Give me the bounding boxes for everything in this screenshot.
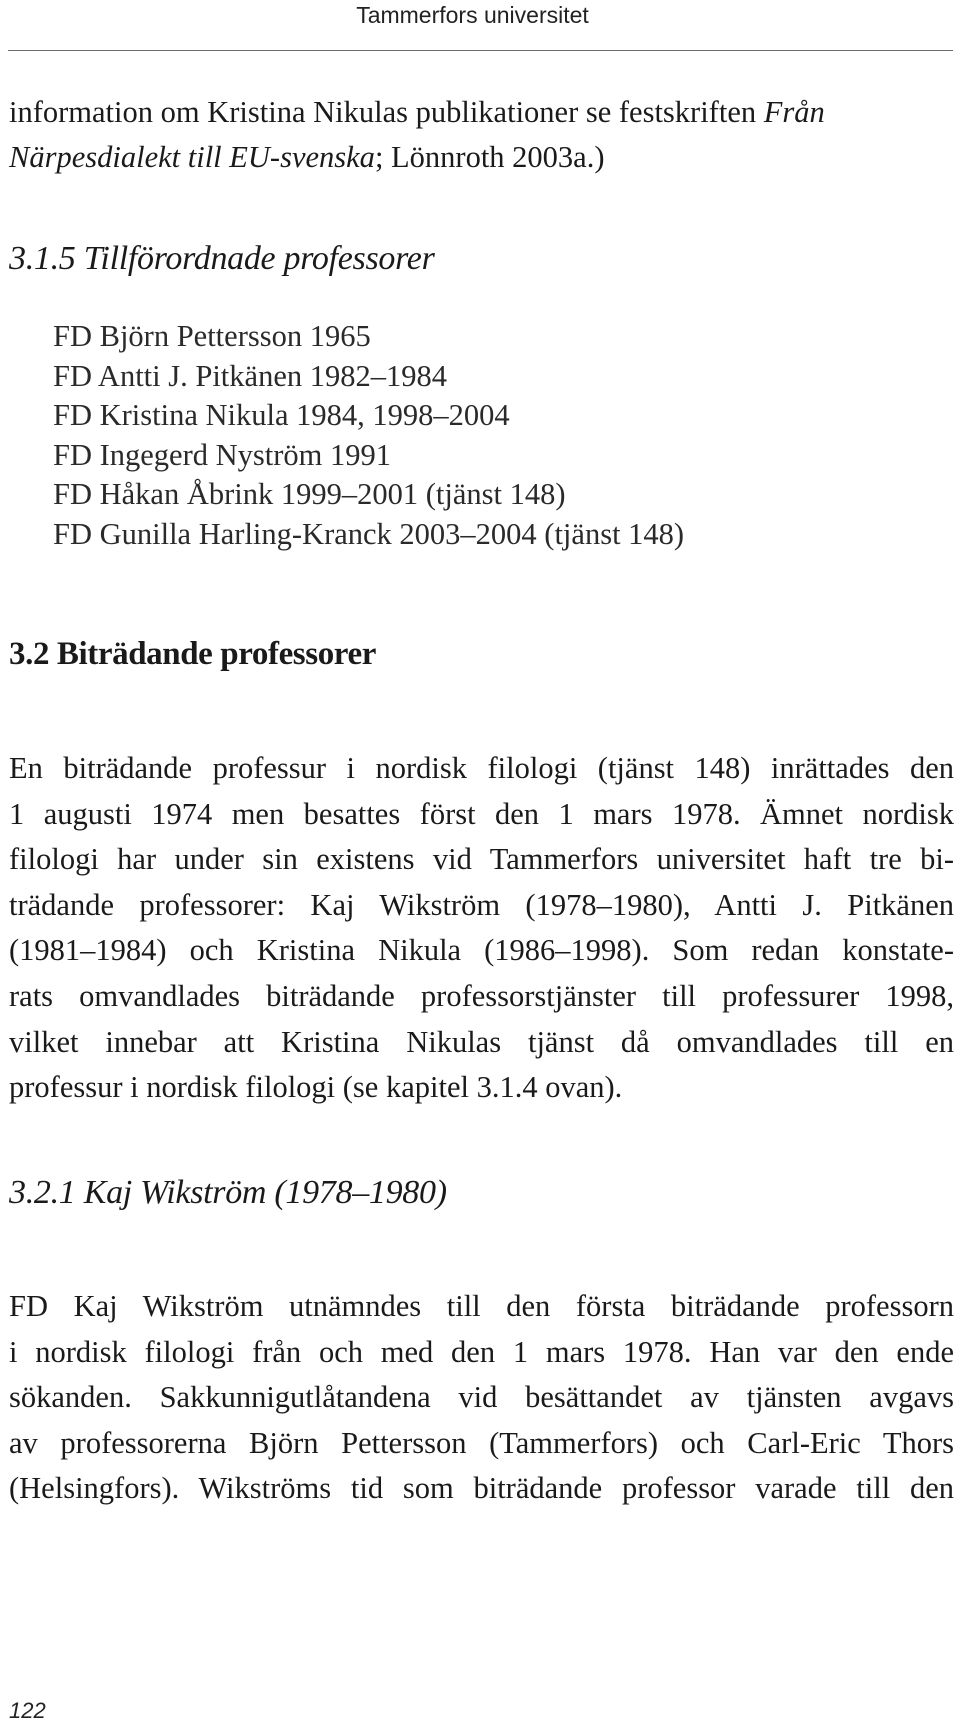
paragraph-line: FD Kaj Wikström utnämndes till den första biträdande professorn — [9, 1289, 954, 1323]
list-item: FD Björn Pettersson 1965 — [53, 319, 371, 353]
intro-line-1-text: information om Kristina Nikulas publikationer se festskriften — [9, 95, 764, 129]
paragraph-line: 1 augusti 1974 men besattes först den 1 mars 1978. Ämnet nordisk — [9, 796, 954, 831]
intro-paragraph — [9, 90, 954, 180]
heading-3-2-1: 3.2.1 Kaj Wikström (1978–1980) — [9, 1174, 447, 1211]
paragraph-line: (1981–1984) och Kristina Nikula (1986–1998). Som redan konstate- — [9, 933, 954, 968]
running-header — [0, 0, 960, 28]
intro-line-2 — [9, 135, 954, 180]
intro-line-1 — [9, 90, 954, 135]
intro-line-1-italic: Från — [763, 95, 825, 129]
paragraph-line: rats omvandlades biträdande professorstjänster till professurer 1998, — [9, 978, 954, 1013]
paragraph-line: professur i nordisk filologi (se kapitel 3.1.4 ovan). — [9, 1070, 623, 1105]
list-item: FD Kristina Nikula 1984, 1998–2004 — [53, 398, 510, 433]
header-rule — [8, 50, 953, 51]
list-item: FD Gunilla Harling-Kranck 2003–2004 (tjänst 148) — [53, 516, 685, 551]
acting-professors-list — [53, 317, 684, 555]
paragraph-3-2-1 — [9, 1284, 954, 1512]
heading-3-2: 3.2 Biträdande professorer — [9, 636, 376, 672]
running-title: Tammerfors universitet — [356, 2, 589, 28]
intro-line-2-italic: Närpesdialekt till EU-svenska — [9, 140, 375, 174]
heading-3-1-5: 3.1.5 Tillförordnade professorer — [9, 240, 435, 277]
paragraph-line: filologi har under sin existens vid Tammerfors universitet haft tre bi- — [9, 842, 954, 877]
paragraph-line: sökanden. Sakkunnigutlåtandena vid besättandet av tjänsten avgavs — [9, 1380, 954, 1415]
list-item: FD Antti J. Pitkänen 1982–1984 — [53, 358, 447, 393]
list-item: FD Håkan Åbrink 1999–2001 (tjänst 148) — [53, 477, 566, 512]
paragraph-3-2 — [9, 746, 954, 1111]
paragraph-line: vilket innebar att Kristina Nikulas tjänst då omvandlades till en — [9, 1024, 954, 1059]
paragraph-line: av professorerna Björn Pettersson (Tammerfors) och Carl-Eric Thors — [9, 1425, 954, 1460]
list-item: FD Ingegerd Nyström 1991 — [53, 437, 392, 472]
paragraph-line: En biträdande professur i nordisk filologi (tjänst 148) inrättades den — [9, 751, 954, 785]
page-number: 122 — [9, 1698, 46, 1723]
intro-line-2-text: ; Lönnroth 2003a.) — [374, 140, 605, 174]
paragraph-line: trädande professorer: Kaj Wikström (1978–1980), Antti J. Pitkänen — [9, 887, 954, 922]
paragraph-line: (Helsingfors). Wikströms tid som biträdande professor varade till den — [9, 1471, 954, 1506]
paragraph-line: i nordisk filologi från och med den 1 mars 1978. Han var den ende — [9, 1334, 954, 1369]
